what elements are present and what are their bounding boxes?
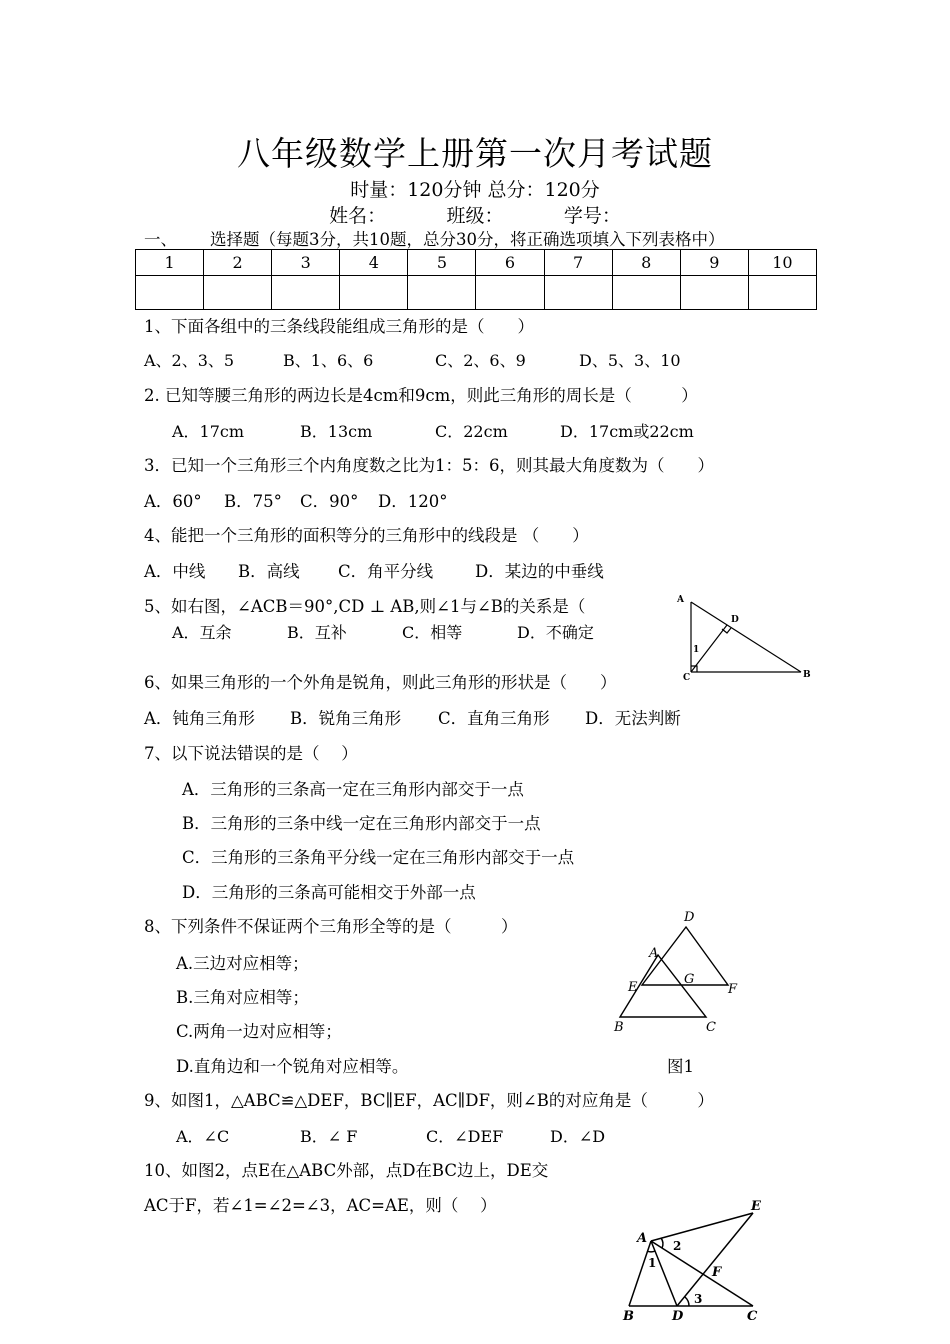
q5-option-a: A．互余 — [172, 623, 232, 642]
fig2-label-e: E — [751, 1199, 761, 1214]
fig2-angle-3-arc — [685, 1297, 689, 1306]
fig2-label-2: 2 — [673, 1239, 682, 1253]
answer-header: 2 — [204, 250, 272, 276]
q6-option-b: B．锐角三角形 — [290, 709, 402, 728]
answer-header: 8 — [612, 250, 680, 276]
answer-cell[interactable] — [544, 276, 612, 310]
question-5-stem: 5、如右图，∠ACB＝90°,CD ⊥ AB,则∠1与∠B的关系是（ — [144, 597, 586, 616]
fig1-label-e: E — [628, 980, 638, 995]
question-7-stem: 7、以下说法错误的是（ ） — [144, 744, 358, 763]
question-4-stem: 4、能把一个三角形的面积等分的三角形中的线段是 （ ） — [144, 526, 589, 545]
question-9-stem: 9、如图1，△ABC≌△DEF，BC∥EF，AC∥DF，则∠B的对应角是（ ） — [144, 1091, 714, 1110]
answer-cell[interactable] — [408, 276, 476, 310]
fig1-label-b: B — [614, 1020, 624, 1035]
question-10-stem-line-1: 10、如图2，点E在△ABC外部，点D在BC边上，DE交 — [144, 1161, 549, 1180]
question-3-stem: 3．已知一个三角形三个内角度数之比为1：5：6，则其最大角度数为（ ） — [144, 456, 714, 475]
q7-option-d: D．三角形的三条高可能相交于外部一点 — [182, 883, 476, 902]
fig-q5-side-ab — [691, 602, 801, 672]
figure-1-caption: 图1 — [667, 1057, 694, 1076]
fig1-label-c: C — [706, 1020, 716, 1035]
q1-option-b: B、1、6、6 — [283, 351, 374, 370]
fig2-label-f: F — [712, 1265, 722, 1280]
answer-cell[interactable] — [204, 276, 272, 310]
fig-q5-label-c: C — [683, 673, 691, 683]
answer-header: 7 — [544, 250, 612, 276]
fig1-label-f: F — [728, 982, 738, 997]
q3-option-c: C．90° — [300, 492, 359, 511]
question-1-stem: 1、下面各组中的三条线段能组成三角形的是（ ） — [144, 317, 534, 336]
fig2-segment-de — [677, 1213, 753, 1306]
q8-option-c: C.两角一边对应相等； — [176, 1022, 342, 1041]
q4-option-d: D．某边的中垂线 — [475, 562, 604, 581]
fig2-label-c: C — [747, 1309, 758, 1322]
fig-q5-label-d: D — [731, 615, 739, 625]
fig2-label-a: A — [637, 1231, 648, 1246]
q7-option-a: A．三角形的三条高一定在三角形内部交于一点 — [182, 780, 524, 799]
q5-right-triangle-figure — [675, 588, 825, 683]
q2-option-c: C．22cm — [435, 422, 508, 441]
answer-cell[interactable] — [272, 276, 340, 310]
q8-option-d: D.直角边和一个锐角对应相等。 — [176, 1057, 409, 1076]
answer-header: 9 — [680, 250, 748, 276]
q1-option-c: C、2、6、9 — [435, 351, 526, 370]
answer-cell[interactable] — [680, 276, 748, 310]
q8-option-b: B.三角对应相等； — [176, 988, 309, 1007]
fig2-label-1: 1 — [648, 1256, 657, 1270]
answer-table-answer-row — [136, 276, 817, 310]
fig2-angle-1-arc — [647, 1251, 655, 1252]
answer-header: 1 — [136, 250, 204, 276]
section-heading: 选择题（每题3分，共10题，总分30分，将正确选项填入下列表格中） — [210, 230, 725, 249]
q7-option-b: B．三角形的三条中线一定在三角形内部交于一点 — [182, 814, 541, 833]
answer-header: 5 — [408, 250, 476, 276]
q5-option-c: C．相等 — [402, 623, 463, 642]
q5-option-d: D．不确定 — [517, 623, 594, 642]
q9-option-b: B．∠ F — [300, 1127, 358, 1146]
section-number: 一、 — [144, 230, 177, 249]
q1-option-a: A、2、3、5 — [144, 351, 235, 370]
answer-cell[interactable] — [136, 276, 204, 310]
q9-option-c: C．∠DEF — [426, 1127, 504, 1146]
question-2-stem: 2. 已知等腰三角形的两边长是4cm和9cm，则此三角形的周长是（ ） — [144, 386, 698, 405]
fig-q5-label-a: A — [677, 595, 684, 605]
fig2-label-b: B — [623, 1309, 634, 1322]
fig2-label-3: 3 — [694, 1292, 703, 1306]
q9-option-d: D．∠D — [550, 1127, 606, 1146]
answer-cell[interactable] — [340, 276, 408, 310]
q4-option-c: C．角平分线 — [338, 562, 434, 581]
answer-cell[interactable] — [748, 276, 816, 310]
question-8-stem: 8、下列条件不保证两个三角形全等的是（ ） — [144, 917, 518, 936]
q6-option-c: C．直角三角形 — [438, 709, 550, 728]
q9-option-a: A．∠C — [176, 1127, 230, 1146]
q4-option-b: B．高线 — [238, 562, 300, 581]
fig1-label-a: A — [649, 946, 659, 961]
answer-header: 3 — [272, 250, 340, 276]
q7-option-c: C．三角形的三条角平分线一定在三角形内部交于一点 — [182, 848, 575, 867]
fig2-label-d: D — [672, 1309, 684, 1322]
fig-q5-perpendicular-mark — [722, 628, 731, 633]
q3-option-b: B．75° — [224, 492, 282, 511]
page-title: 八年级数学上册第一次月考试题 — [237, 134, 713, 173]
answer-table-header-row — [136, 250, 817, 276]
q1-option-d: D、5、3、10 — [579, 351, 681, 370]
fig2-angle-2-arc — [661, 1238, 663, 1248]
fig2-segment-ae — [651, 1213, 753, 1241]
answer-header: 4 — [340, 250, 408, 276]
answer-header: 6 — [476, 250, 544, 276]
figure-2-triangles — [617, 1196, 777, 1322]
q3-option-a: A．60° — [144, 492, 202, 511]
answer-table — [135, 249, 817, 310]
question-10-stem-line-2: AC于F，若∠1=∠2=∠3，AC=AE，则（ ） — [144, 1196, 497, 1215]
q3-option-d: D．120° — [378, 492, 448, 511]
q5-option-b: B．互补 — [287, 623, 347, 642]
q2-option-b: B．13cm — [300, 422, 373, 441]
q8-option-a: A.三边对应相等； — [176, 954, 309, 973]
fig-q5-label-b: B — [803, 670, 811, 680]
q2-option-d: D．17cm或22cm — [560, 422, 694, 441]
answer-cell[interactable] — [476, 276, 544, 310]
question-6-stem: 6、如果三角形的一个外角是锐角，则此三角形的形状是（ ） — [144, 673, 617, 692]
fig1-label-g: G — [684, 972, 695, 987]
answer-cell[interactable] — [612, 276, 680, 310]
answer-header: 10 — [748, 250, 816, 276]
fig-q5-label-1: 1 — [693, 645, 700, 655]
student-info-line: 姓名： 班级： 学号： — [329, 205, 621, 227]
q6-option-a: A．钝角三角形 — [144, 709, 255, 728]
figure-1-overlapping-triangles — [608, 905, 748, 1035]
exam-info: 时量：120分钟 总分：120分 — [350, 179, 600, 201]
q6-option-d: D．无法判断 — [585, 709, 681, 728]
q4-option-a: A．中线 — [144, 562, 206, 581]
q2-option-a: A．17cm — [172, 422, 245, 441]
fig1-label-d: D — [684, 910, 695, 925]
